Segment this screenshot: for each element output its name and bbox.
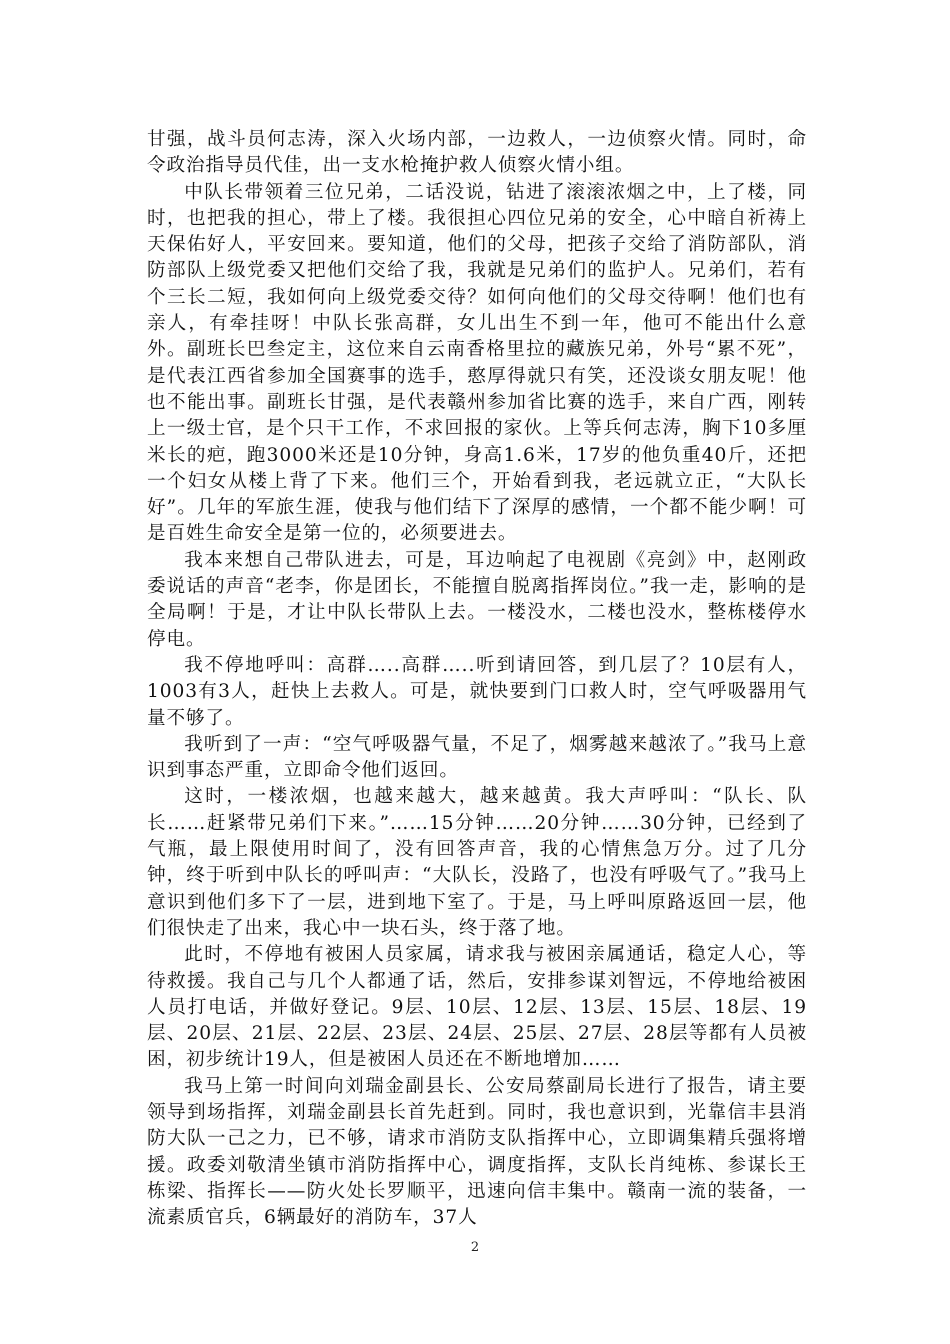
- paragraph-4: 我不停地呼叫：高群…..高群…..听到请回答，到几层了？10层有人，1003有3人，赶快上去救人。可是，就快要到门口救人时，空气呼吸器用气量不够了。: [147, 654, 807, 729]
- paragraph-8: 我马上第一时间向刘瑞金副县长、公安局蔡副局长进行了报告，请主要领导到场指挥，刘瑞金副县长首先赶到。同时，我也意识到，光靠信丰县消防大队一己之力，已不够，请求市消防支队指挥中心，立即调集精兵强将增援。政委刘敬清坐镇市消防指挥中心，调度指挥，支队长肖纯栋、参谋长王栋梁、指挥长——防火处长罗顺平，迅速向信丰集中。赣南一流的装备，一流素质官兵，6辆最好的消防车，37人: [147, 1075, 807, 1229]
- page-number: 2: [470, 1240, 480, 1255]
- paragraph-3: 我本来想自己带队进去，可是，耳边响起了电视剧《亮剑》中，赵刚政委说话的声音“老李，你是团长，不能擅自脱离指挥岗位。”我一走，影响的是全局啊！于是，才让中队长带队上去。一楼没水，二楼也没水，整栋楼停水停电。: [147, 549, 807, 650]
- paragraph-1: 甘强，战斗员何志涛，深入火场内部，一边救人，一边侦察火情。同时，命令政治指导员代佳，出一支水枪掩护救人侦察火情小组。: [147, 129, 807, 177]
- paragraph-5: 我听到了一声：“空气呼吸器气量，不足了，烟雾越来越浓了。”我马上意识到事态严重，立即命令他们返回。: [147, 733, 807, 782]
- body-text: [147, 127, 807, 1231]
- paragraph-6: 这时，一楼浓烟，也越来越大，越来越黄。我大声呼叫：“队长、队长……赶紧带兄弟们下来。”……15分钟……20分钟……30分钟，已经到了气瓶，最上限使用时间了，没有回答声音，我的心情焦急万分。过了几分钟，终于听到中队长的呼叫声：“大队长，没路了，也没有呼吸气了。”我马上意识到他们多下了一层，进到地下室了。于是，马上呼叫原路返回一层，他们很快走了出来，我心中一块石头，终于落了地。: [147, 786, 807, 939]
- paragraph-2: 中队长带领着三位兄弟，二话没说，钻进了滚滚浓烟之中，上了楼，同时，也把我的担心，带上了楼。我很担心四位兄弟的安全，心中暗自祈祷上天保佑好人，平安回来。要知道，他们的父母，把孩子交给了消防部队，消防部队上级党委又把他们交给了我，我就是兄弟们的监护人。兄弟们，若有个三长二短，我如何向上级党委交待？如何向他们的父母交待啊！他们也有亲人，有牵挂呀！中队长张高群，女儿出生不到一年，他可不能出什么意外。副班长巴叁定主，这位来自云南香格里拉的藏族兄弟，外号“累不死”，是代表江西省参加全国赛事的选手，憨厚得就只有笑，还没谈女朋友呢！他也不能出事。副班长甘强，是代表赣州参加省比赛的选手，来自广西，刚转上一级士官，是个只干工作，不求回报的家伙。上等兵何志涛，胸下10多厘米长的疤，跑3000米还是10分钟，身高1.6米，17岁的他负重40斤，还把一个妇女从楼上背了下来。他们三个，开始看到我，老远就立正，“大队长好”。几年的军旅生涯，使我与他们结下了深厚的感情，一个都不能少啊！可是百姓生命安全是第一位的，必须要进去。: [147, 181, 807, 545]
- paragraph-7: 此时，不停地有被困人员家属，请求我与被困亲属通话，稳定人心，等待救援。我自己与几个人都通了话，然后，安排参谋刘智远，不停地给被困人员打电话，并做好登记。9层、10层、12层、13层、15层、18层、19层、20层、21层、22层、23层、24层、25层、27层、28层等都有人员被困，初步统计19人，但是被困人员还在不断地增加……: [147, 944, 807, 1071]
